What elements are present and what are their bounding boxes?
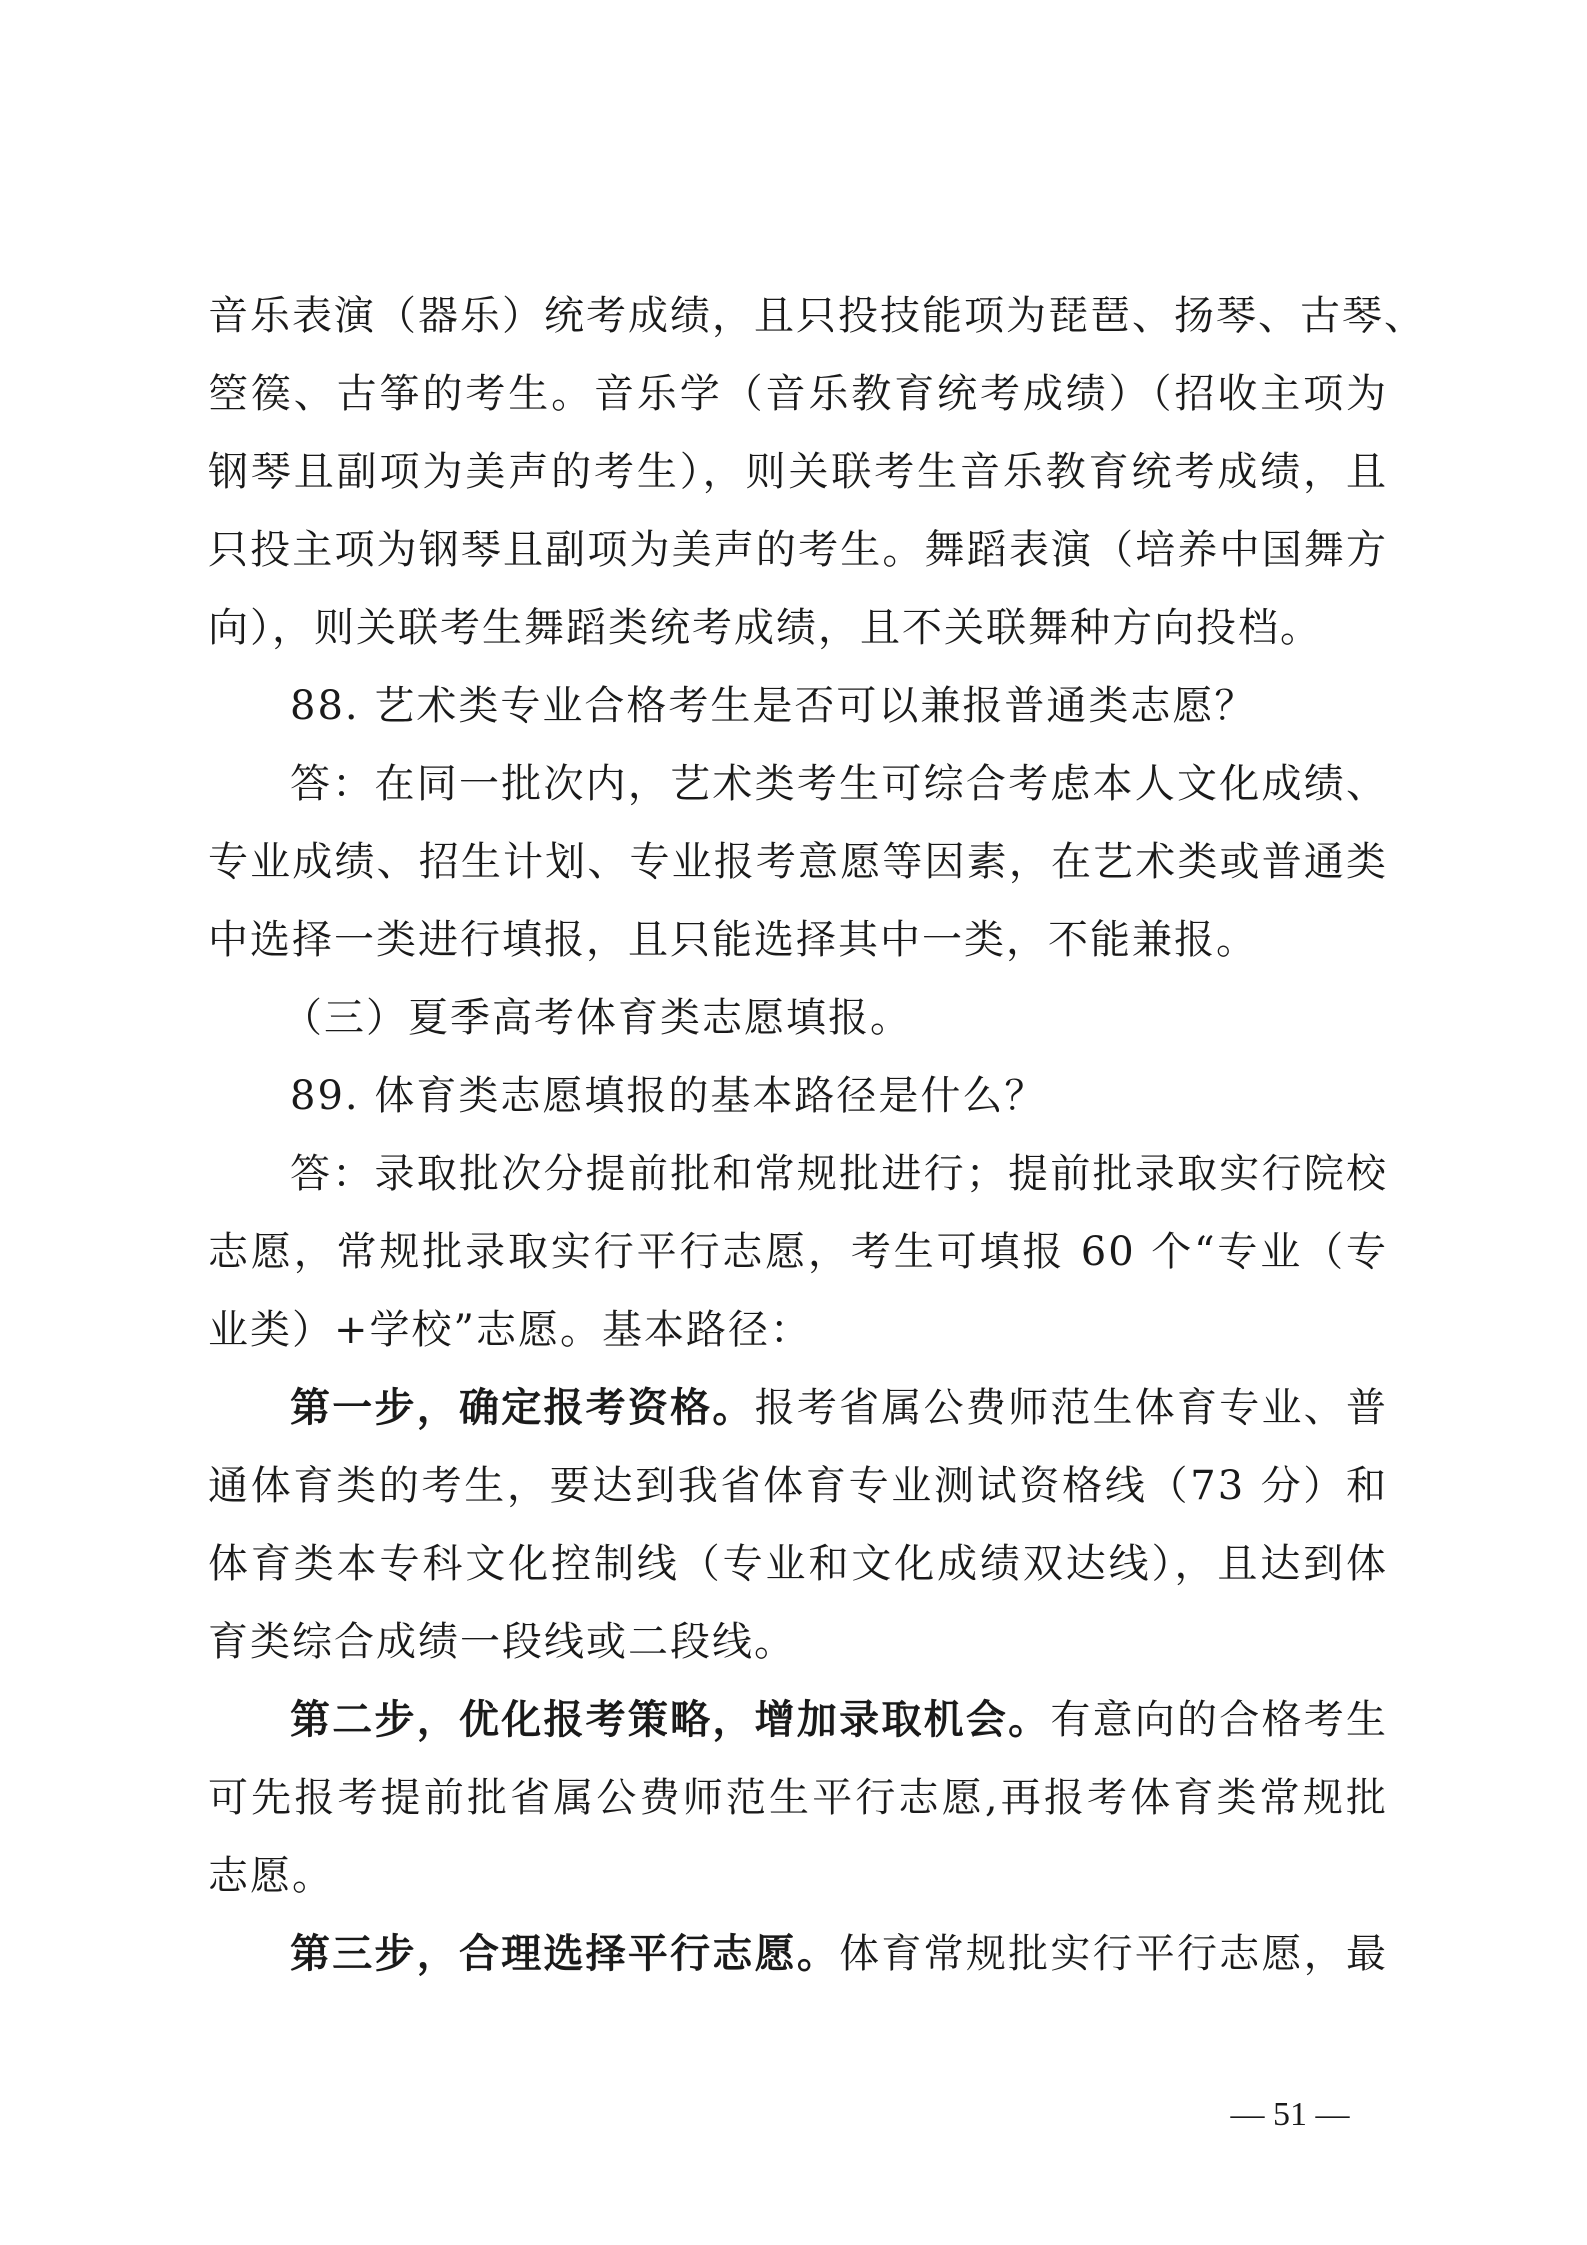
paragraph-line: 向），则关联考生舞蹈类统考成绩，且不关联舞种方向投档。 xyxy=(208,605,1322,651)
answer-line: 中选择一类进行填报，且只能选择其中一类，不能兼报。 xyxy=(208,917,1258,963)
step-1-line: 通体育类的考生，要达到我省体育专业测试资格线（73 分）和 xyxy=(208,1463,1388,1509)
step-2-text: 有意向的合格考生 xyxy=(1050,1697,1389,1743)
step-3-line xyxy=(290,1928,1388,1980)
answer-line: 答：录取批次分提前批和常规批进行；提前批录取实行院校 xyxy=(290,1151,1388,1197)
step-1-text: 报考省属公费师范生体育专业、普 xyxy=(754,1385,1389,1431)
paragraph-line: 箜篌、古筝的考生。音乐学（音乐教育统考成绩）（招收主项为 xyxy=(208,371,1388,417)
paragraph-line: 只投主项为钢琴且副项为美声的考生。舞蹈表演（培养中国舞方 xyxy=(208,527,1388,573)
answer-line: 答：在同一批次内，艺术类考生可综合考虑本人文化成绩、 xyxy=(290,761,1388,807)
step-3-title: 第三步，合理选择平行志愿。 xyxy=(290,1930,840,1977)
question-88-heading: 88. 艺术类专业合格考生是否可以兼报普通类志愿？ xyxy=(290,683,1257,729)
step-1-line: 育类综合成绩一段线或二段线。 xyxy=(208,1619,796,1665)
paragraph-line: 钢琴且副项为美声的考生），则关联考生音乐教育统考成绩，且 xyxy=(208,449,1388,495)
step-1-line xyxy=(290,1382,1388,1434)
section-heading: （三）夏季高考体育类志愿填报。 xyxy=(282,995,912,1041)
answer-line: 志愿，常规批录取实行平行志愿，考生可填报 60 个“专业（专 xyxy=(208,1229,1388,1275)
step-2-line xyxy=(290,1694,1388,1746)
step-2-line: 志愿。 xyxy=(208,1853,334,1899)
question-89-heading: 89. 体育类志愿填报的基本路径是什么？ xyxy=(290,1073,1047,1119)
answer-line: 业类）+学校”志愿。基本路径： xyxy=(208,1307,812,1353)
step-1-title: 第一步，确定报考资格。 xyxy=(290,1384,755,1431)
step-3-text: 体育常规批实行平行志愿，最 xyxy=(839,1931,1389,1977)
answer-line: 专业成绩、招生计划、专业报考意愿等因素，在艺术类或普通类 xyxy=(208,839,1388,885)
step-2-line: 可先报考提前批省属公费师范生平行志愿,再报考体育类常规批 xyxy=(208,1775,1388,1821)
paragraph-line: 音乐表演（器乐）统考成绩，且只投技能项为琵琶、扬琴、古琴、 xyxy=(208,293,1426,339)
step-2-title: 第二步，优化报考策略，增加录取机会。 xyxy=(290,1696,1051,1743)
step-1-line: 体育类本专科文化控制线（专业和文化成绩双达线），且达到体 xyxy=(208,1541,1388,1587)
page-number: — 51 — xyxy=(1230,2096,1350,2133)
